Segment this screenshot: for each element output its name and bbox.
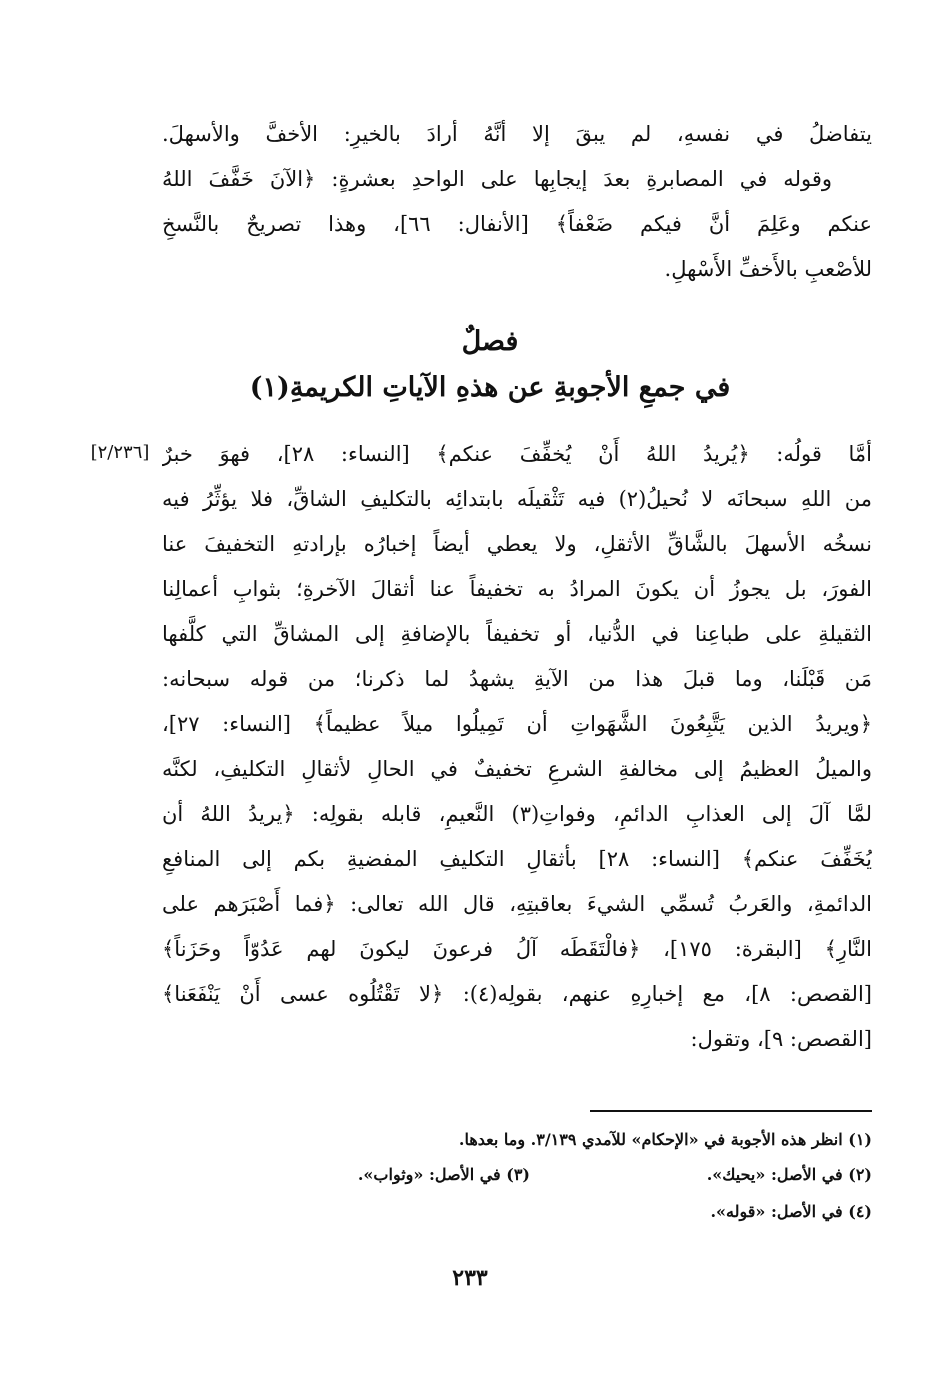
text-line: والميلُ العظيمُ إلى مخالفةِ الشرعِ تخفيفٌ في الحالِ لأثقالِ التكليفِ، لكنَّه <box>162 757 872 781</box>
text-line: أمَّا قولُه: ﴿يُريدُ اللهُ أَنْ يُخفِّفَ عنكم﴾ [النساء: ٢٨]، فهوَ خبرٌ <box>162 442 872 466</box>
body-paragraph <box>162 432 872 1062</box>
text-line: مَن قَبْلَنا، وما قبلَ هذا من الآيةِ يشهدُ لما ذكرنا؛ من قوله سبحانه: <box>162 667 872 691</box>
footnote-3: (٣) في الأصل: «وثواب». <box>357 1165 530 1184</box>
text-line: وقوله في المصابرةِ بعدَ إيجابِها على الواحدِ بعشرةٍ: ﴿الآنَ خَفَّفَ اللهُ <box>162 167 832 191</box>
text-line: يتفاضلُ في نفسهِ، لم يبقَ إلا أنَّهُ أرادَ بالخيرِ: الأخفَّ والأسهلَ. <box>162 122 872 146</box>
text-line: من اللهِ سبحانَه لا نُحيلُ(٢) فيه تَثْقيلَه بابتدائِه بالتكليفِ الشاقِّ، فلا يؤثِّرُ فيه <box>162 487 872 511</box>
text-line: لمَّا آلَ إلى العذابِ الدائمِ، وفواتِ(٣) النَّعيمِ، قابله بقولِه: ﴿يريدُ اللهُ أن <box>162 802 872 826</box>
text-line: يُخَفِّفَ عنكم﴾ [النساء: ٢٨] بأثقالِ التكليفِ المفضيةِ بكم إلى المنافعِ <box>162 847 872 871</box>
footnote-1: (١) انظر هذه الأجوبة في «الإحكام» للآمدي ٣/١٣٩. وما بعدها. <box>458 1130 872 1149</box>
text-line: النَّارِ﴾ [البقرة: ١٧٥]، ﴿فالْتَقَطَه آلُ فرعونَ ليكونَ لهم عَدُوّاً وحَزَناً﴾ <box>162 937 872 961</box>
section-title: فصلٌ <box>461 326 519 357</box>
section-subtitle: في جمعِ الأجوبةِ عن هذهِ الآياتِ الكريمةِ(١) <box>249 372 731 403</box>
text-line: [القصص: ٨]، مع إخبارِهِ عنهم، بقولِه(٤): ﴿لا تَقْتُلُوه عسى أَنْ يَنْفَعَنا﴾ <box>162 982 872 1006</box>
text-line: للأصْعبِ بالأَخفِّ الأَسْهلِ. <box>664 257 872 281</box>
margin-page-reference: [٢/٢٣٦] <box>90 442 150 463</box>
text-line: الثقيلةِ على طباعِنا في الدُّنيا، أو تخفيفاً بالإضافةِ إلى المشاقِّ التي كلَّفها <box>162 622 872 646</box>
footnote-divider <box>590 1110 872 1112</box>
footnote-4: (٤) في الأصل: «قوله». <box>710 1202 872 1221</box>
text-line: الدائمةِ، والعَربُ تُسمِّي الشيءَ بعاقبتِهِ، قال الله تعالى: ﴿فما أَصْبَرَهم على <box>162 892 872 916</box>
text-line: عنكم وعَلِمَ أنَّ فيكم ضَعْفاً﴾ [الأنفال: ٦٦]، وهذا تصريحٌ بالنَّسخِ <box>162 212 872 236</box>
opening-paragraph <box>162 112 872 292</box>
text-line: ﴿ويريدُ الذين يَتَّبِعُونَ الشَّهَواتِ أن تَمِيلُوا ميلاً عظيماً﴾ [النساء: ٢٧]، <box>162 712 872 736</box>
footnote-2: (٢) في الأصل: «يحيك». <box>706 1165 872 1184</box>
text-line: الفورَ، بل يجوزُ أن يكونَ المرادُ به تخفيفاً عنا أثقالَ الآخرةِ؛ بثوابِ أعمالِنا <box>162 577 872 601</box>
page-number: ٢٣٣ <box>452 1265 488 1291</box>
text-line: نسخُه الأسهلَ بالشَّاقِّ الأثقلِ، ولا يعطي أيضاً إخبارُه بإرادتهِ التخفيفَ عنا <box>162 532 872 556</box>
text-line: [القصص: ٩]، وتقول: <box>690 1027 872 1051</box>
